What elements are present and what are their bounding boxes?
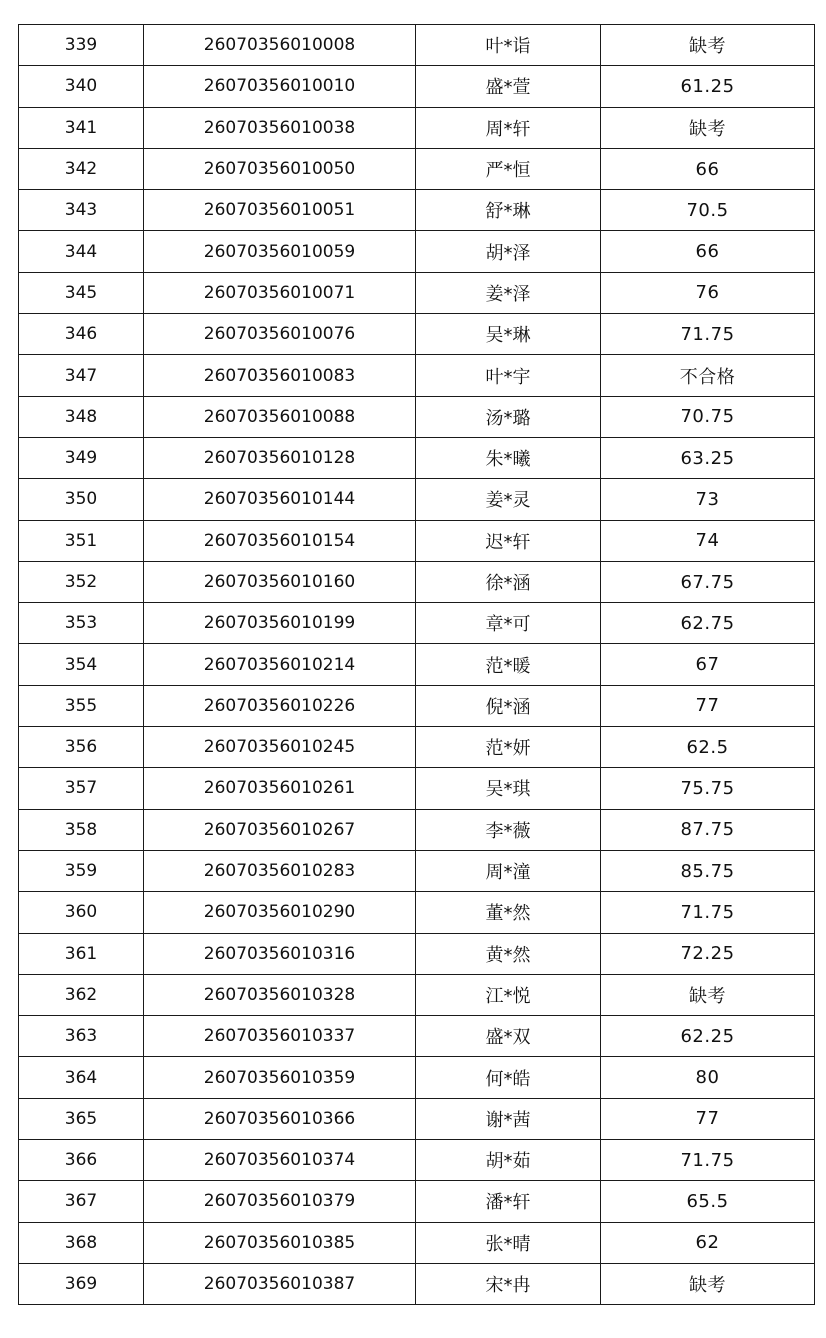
table-row: [19, 1140, 815, 1181]
candidate-name-cell: 盛*双: [416, 1016, 601, 1057]
table-row: [19, 190, 815, 231]
candidate-name-cell: 严*恒: [416, 148, 601, 189]
candidate-name-cell: 朱*曦: [416, 437, 601, 478]
row-number-cell: 345: [19, 272, 144, 313]
table-row: [19, 685, 815, 726]
score-cell: 63.25: [601, 437, 815, 478]
score-cell: 70.5: [601, 190, 815, 231]
row-number-cell: 349: [19, 437, 144, 478]
score-cell: 缺考: [601, 974, 815, 1015]
score-cell: 87.75: [601, 809, 815, 850]
exam-id-cell: 26070356010290: [144, 892, 416, 933]
table-row: [19, 1057, 815, 1098]
row-number-cell: 350: [19, 479, 144, 520]
score-cell: 缺考: [601, 1263, 815, 1304]
exam-id-cell: 26070356010071: [144, 272, 416, 313]
score-cell: 62: [601, 1222, 815, 1263]
score-cell: 70.75: [601, 396, 815, 437]
row-number-cell: 344: [19, 231, 144, 272]
results-table-body: [19, 25, 815, 1305]
table-row: [19, 1016, 815, 1057]
table-row: [19, 107, 815, 148]
table-row: [19, 892, 815, 933]
exam-id-cell: 26070356010199: [144, 603, 416, 644]
table-row: [19, 974, 815, 1015]
candidate-name-cell: 章*可: [416, 603, 601, 644]
candidate-name-cell: 何*皓: [416, 1057, 601, 1098]
row-number-cell: 339: [19, 25, 144, 66]
row-number-cell: 358: [19, 809, 144, 850]
score-cell: 66: [601, 148, 815, 189]
score-cell: 75.75: [601, 768, 815, 809]
row-number-cell: 369: [19, 1263, 144, 1304]
score-cell: 74: [601, 520, 815, 561]
exam-id-cell: 26070356010387: [144, 1263, 416, 1304]
candidate-name-cell: 汤*璐: [416, 396, 601, 437]
score-cell: 71.75: [601, 314, 815, 355]
score-cell: 73: [601, 479, 815, 520]
table-row: [19, 1222, 815, 1263]
row-number-cell: 360: [19, 892, 144, 933]
candidate-name-cell: 叶*诣: [416, 25, 601, 66]
score-cell: 67: [601, 644, 815, 685]
candidate-name-cell: 叶*宇: [416, 355, 601, 396]
candidate-name-cell: 李*薇: [416, 809, 601, 850]
row-number-cell: 362: [19, 974, 144, 1015]
candidate-name-cell: 范*妍: [416, 727, 601, 768]
exam-id-cell: 26070356010050: [144, 148, 416, 189]
score-cell: 67.75: [601, 561, 815, 602]
score-cell: 62.75: [601, 603, 815, 644]
exam-id-cell: 26070356010261: [144, 768, 416, 809]
table-row: [19, 1181, 815, 1222]
exam-id-cell: 26070356010245: [144, 727, 416, 768]
candidate-name-cell: 范*暖: [416, 644, 601, 685]
results-sheet: [18, 24, 810, 1305]
score-cell: 71.75: [601, 892, 815, 933]
row-number-cell: 352: [19, 561, 144, 602]
row-number-cell: 365: [19, 1098, 144, 1139]
table-row: [19, 272, 815, 313]
table-row: [19, 355, 815, 396]
exam-id-cell: 26070356010038: [144, 107, 416, 148]
exam-id-cell: 26070356010128: [144, 437, 416, 478]
candidate-name-cell: 宋*冉: [416, 1263, 601, 1304]
row-number-cell: 343: [19, 190, 144, 231]
exam-id-cell: 26070356010083: [144, 355, 416, 396]
score-cell: 62.5: [601, 727, 815, 768]
candidate-name-cell: 倪*涵: [416, 685, 601, 726]
row-number-cell: 356: [19, 727, 144, 768]
score-cell: 80: [601, 1057, 815, 1098]
table-row: [19, 1098, 815, 1139]
candidate-name-cell: 周*轩: [416, 107, 601, 148]
exam-id-cell: 26070356010366: [144, 1098, 416, 1139]
row-number-cell: 366: [19, 1140, 144, 1181]
exam-id-cell: 26070356010337: [144, 1016, 416, 1057]
table-row: [19, 148, 815, 189]
exam-id-cell: 26070356010283: [144, 850, 416, 891]
candidate-name-cell: 吴*琳: [416, 314, 601, 355]
candidate-name-cell: 董*然: [416, 892, 601, 933]
table-row: [19, 314, 815, 355]
row-number-cell: 359: [19, 850, 144, 891]
row-number-cell: 351: [19, 520, 144, 561]
candidate-name-cell: 姜*灵: [416, 479, 601, 520]
row-number-cell: 368: [19, 1222, 144, 1263]
row-number-cell: 346: [19, 314, 144, 355]
candidate-name-cell: 盛*萱: [416, 66, 601, 107]
candidate-name-cell: 张*晴: [416, 1222, 601, 1263]
score-cell: 65.5: [601, 1181, 815, 1222]
candidate-name-cell: 胡*泽: [416, 231, 601, 272]
table-row: [19, 479, 815, 520]
table-row: [19, 66, 815, 107]
exam-id-cell: 26070356010051: [144, 190, 416, 231]
table-row: [19, 1263, 815, 1304]
exam-id-cell: 26070356010008: [144, 25, 416, 66]
score-cell: 77: [601, 1098, 815, 1139]
candidate-name-cell: 迟*轩: [416, 520, 601, 561]
row-number-cell: 342: [19, 148, 144, 189]
row-number-cell: 357: [19, 768, 144, 809]
exam-id-cell: 26070356010160: [144, 561, 416, 602]
table-row: [19, 520, 815, 561]
row-number-cell: 354: [19, 644, 144, 685]
exam-id-cell: 26070356010059: [144, 231, 416, 272]
score-cell: 66: [601, 231, 815, 272]
candidate-name-cell: 周*潼: [416, 850, 601, 891]
candidate-name-cell: 黄*然: [416, 933, 601, 974]
row-number-cell: 340: [19, 66, 144, 107]
row-number-cell: 348: [19, 396, 144, 437]
score-cell: 71.75: [601, 1140, 815, 1181]
table-row: [19, 809, 815, 850]
table-row: [19, 850, 815, 891]
table-row: [19, 933, 815, 974]
score-cell: 76: [601, 272, 815, 313]
score-cell: 不合格: [601, 355, 815, 396]
table-row: [19, 396, 815, 437]
exam-id-cell: 26070356010316: [144, 933, 416, 974]
exam-id-cell: 26070356010214: [144, 644, 416, 685]
table-row: [19, 603, 815, 644]
exam-id-cell: 26070356010267: [144, 809, 416, 850]
exam-id-cell: 26070356010076: [144, 314, 416, 355]
candidate-name-cell: 江*悦: [416, 974, 601, 1015]
score-cell: 85.75: [601, 850, 815, 891]
candidate-name-cell: 姜*泽: [416, 272, 601, 313]
score-cell: 缺考: [601, 25, 815, 66]
row-number-cell: 353: [19, 603, 144, 644]
table-row: [19, 437, 815, 478]
exam-id-cell: 26070356010088: [144, 396, 416, 437]
table-row: [19, 727, 815, 768]
exam-id-cell: 26070356010154: [144, 520, 416, 561]
candidate-name-cell: 谢*茜: [416, 1098, 601, 1139]
row-number-cell: 363: [19, 1016, 144, 1057]
exam-id-cell: 26070356010385: [144, 1222, 416, 1263]
candidate-name-cell: 舒*琳: [416, 190, 601, 231]
table-row: [19, 561, 815, 602]
exam-id-cell: 26070356010010: [144, 66, 416, 107]
exam-id-cell: 26070356010379: [144, 1181, 416, 1222]
candidate-name-cell: 吴*琪: [416, 768, 601, 809]
row-number-cell: 347: [19, 355, 144, 396]
row-number-cell: 341: [19, 107, 144, 148]
table-row: [19, 644, 815, 685]
exam-id-cell: 26070356010374: [144, 1140, 416, 1181]
row-number-cell: 364: [19, 1057, 144, 1098]
exam-id-cell: 26070356010226: [144, 685, 416, 726]
results-table: [18, 24, 815, 1305]
exam-id-cell: 26070356010359: [144, 1057, 416, 1098]
candidate-name-cell: 徐*涵: [416, 561, 601, 602]
score-cell: 61.25: [601, 66, 815, 107]
row-number-cell: 361: [19, 933, 144, 974]
score-cell: 77: [601, 685, 815, 726]
score-cell: 62.25: [601, 1016, 815, 1057]
exam-id-cell: 26070356010144: [144, 479, 416, 520]
table-row: [19, 231, 815, 272]
candidate-name-cell: 胡*茹: [416, 1140, 601, 1181]
exam-id-cell: 26070356010328: [144, 974, 416, 1015]
row-number-cell: 355: [19, 685, 144, 726]
score-cell: 72.25: [601, 933, 815, 974]
candidate-name-cell: 潘*轩: [416, 1181, 601, 1222]
table-row: [19, 25, 815, 66]
row-number-cell: 367: [19, 1181, 144, 1222]
table-row: [19, 768, 815, 809]
score-cell: 缺考: [601, 107, 815, 148]
